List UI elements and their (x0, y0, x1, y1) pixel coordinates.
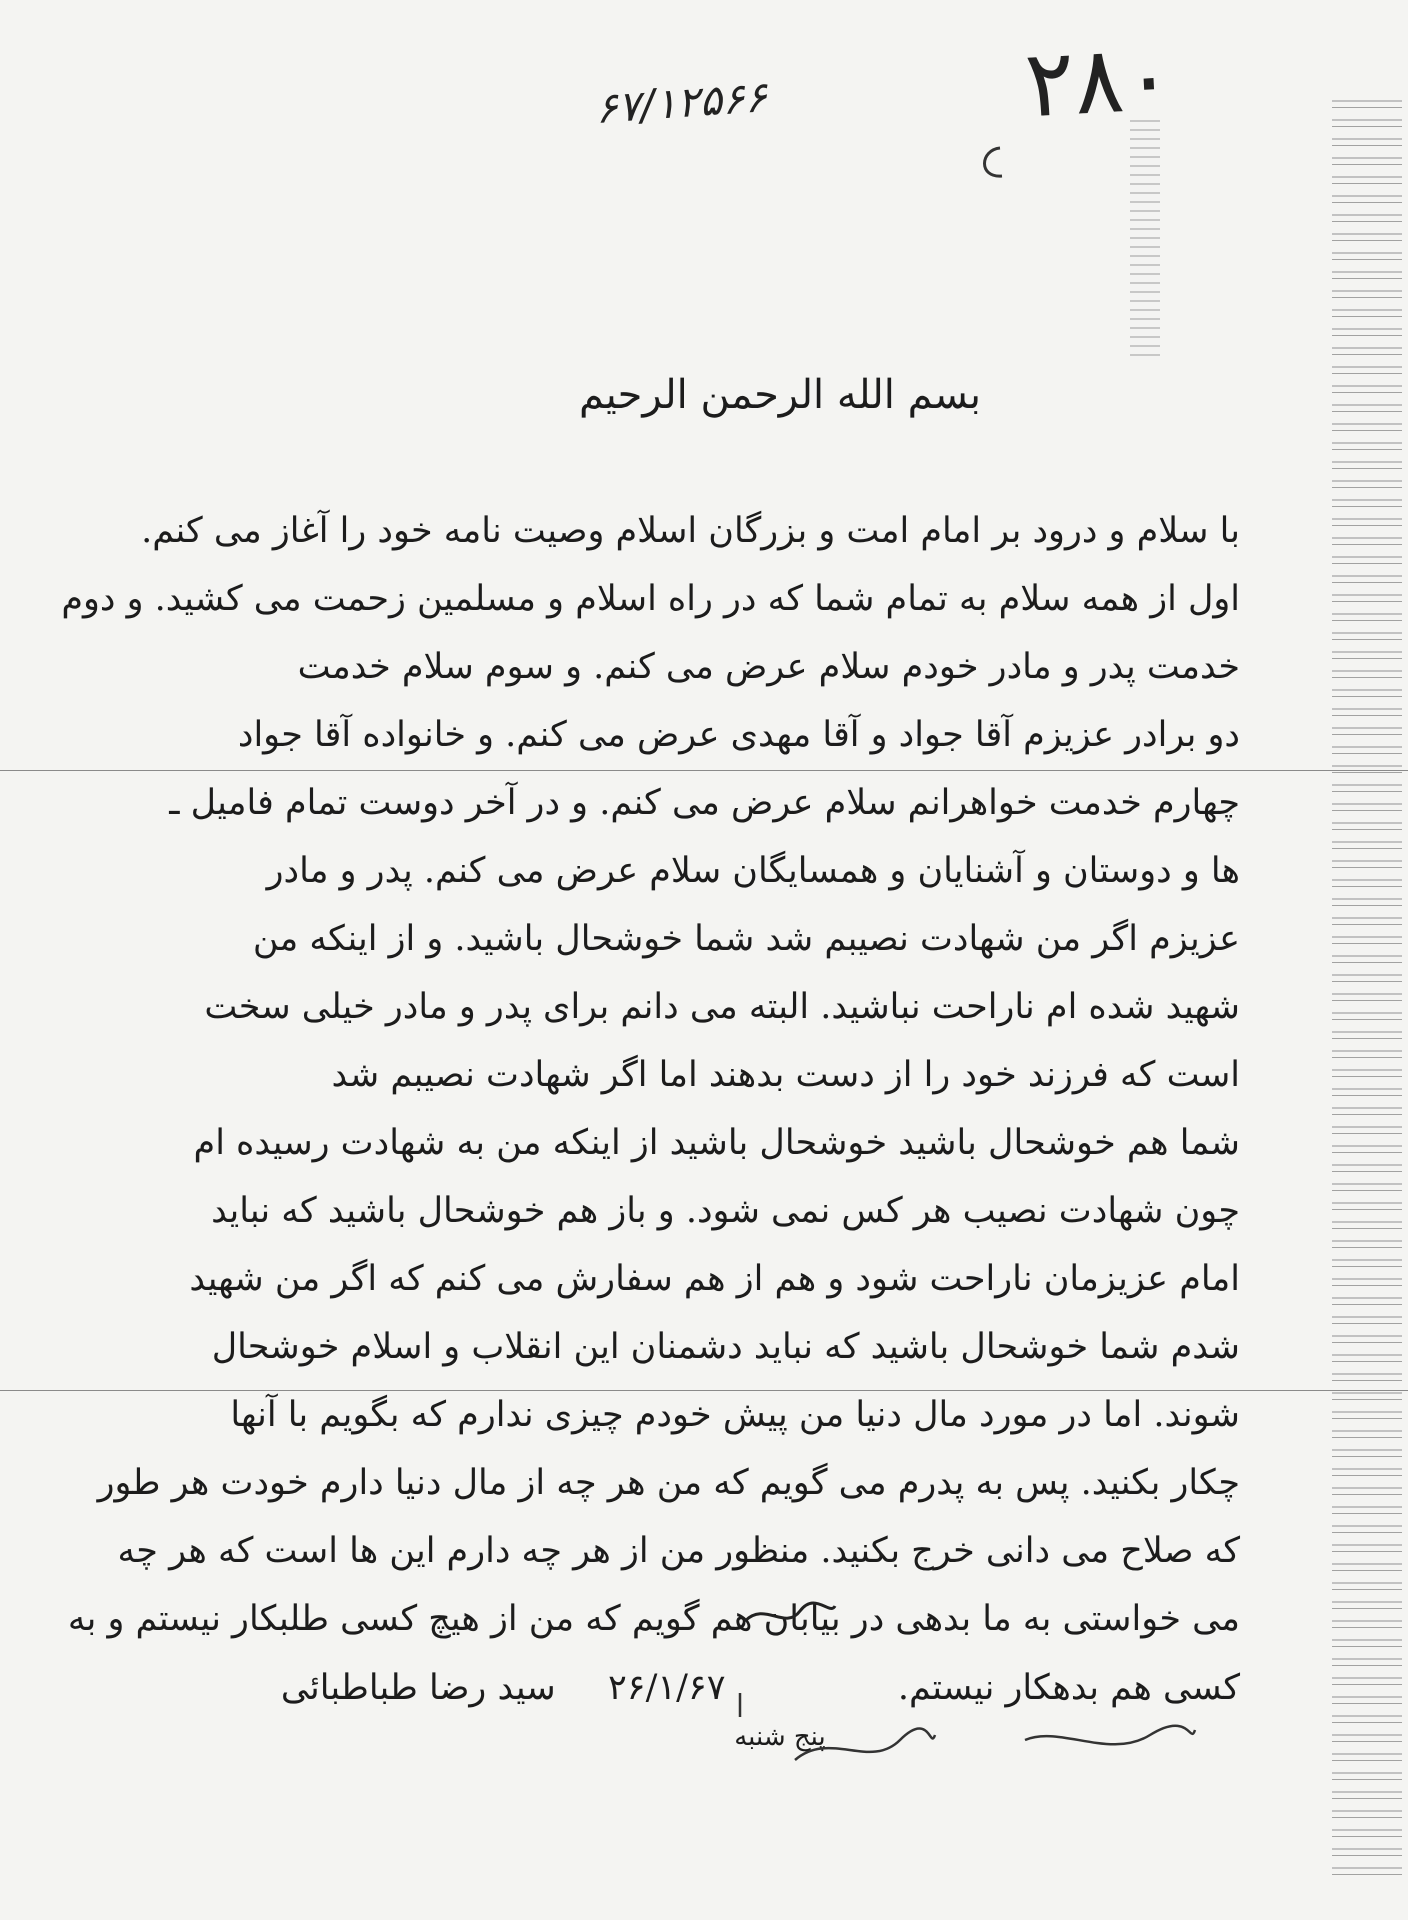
letter-line: می خواستی به ما بدهی در بیابان هم گویم که من از هیچ کسی طلبکار نیستم و به (67, 1599, 1240, 1639)
letter-line: امام عزیزمان ناراحت شود و هم از هم سفارش می کنم که اگر من شهید (189, 1259, 1240, 1299)
letter-line: شهید شده ام ناراحت نباشید. البته می دانم برای پدر و مادر خیلی سخت (204, 987, 1240, 1027)
signature-name: سید رضا طباطبائی (280, 1668, 556, 1708)
letter-line: ها و دوستان و آشنایان و همسایگان سلام عرض می کنم. پدر و مادر (266, 851, 1240, 891)
weekday-label: پنج شنبه (734, 1722, 826, 1752)
hook-mark (960, 140, 1020, 190)
letter-line: اول از همه سلام به تمام شما که در راه اسلام و مسلمین زحمت می کشید. و دوم (61, 579, 1240, 619)
fold-line-upper (0, 770, 1408, 771)
letter-line: خدمت پدر و مادر خودم سلام عرض می کنم. و سوم سلام خدمت (297, 647, 1240, 687)
witness-scribble-1 (790, 1720, 940, 1780)
letter-line: دو برادر عزیزم آقا جواد و آقا مهدی عرض می کنم. و خانواده آقا جواد (237, 715, 1240, 755)
closing-text: کسی هم بدهکار نیستم. (897, 1668, 1240, 1708)
letter-line: شما هم خوشحال باشید خوشحال باشید از اینکه من به شهادت رسیده ام (193, 1123, 1240, 1163)
signature-scribble (740, 1596, 840, 1636)
letter-line: چهارم خدمت خواهرانم سلام عرض می کنم. و در آخر دوست تمام فامیل ـ (169, 783, 1240, 823)
letter-line: که صلاح می دانی خرج بکنید. منظور من از هر چه دارم این ها است که هر چه (117, 1531, 1240, 1571)
basmala-heading: بسم الله الرحمن الرحیم (578, 372, 982, 418)
witness-scribble-2 (1020, 1720, 1200, 1770)
tick-mark (730, 1690, 750, 1720)
letter-date: ۲۶/۱/۶۷ (607, 1668, 726, 1708)
letter-line: عزیزم اگر من شهادت نصیبم شد شما خوشحال باشید. و از اینکه من (252, 919, 1240, 959)
letter-line: شوند. اما در مورد مال دنیا من پیش خودم چیزی ندارم که بگویم با آنها (230, 1395, 1240, 1435)
reference-number: ۶۷/۱۲۵۶۶ (593, 72, 769, 133)
page-number: ۲۸۰ (1022, 23, 1176, 139)
scan-noise-mark (1130, 120, 1160, 360)
letter-line: شدم شما خوشحال باشید که نباید دشمنان این انقلاب و اسلام خوشحال (211, 1327, 1240, 1367)
scan-noise-edge (1332, 100, 1402, 1880)
letter-line: است که فرزند خود را از دست بدهند اما اگر شهادت نصیبم شد (331, 1055, 1240, 1095)
letter-line: چون شهادت نصیب هر کس نمی شود. و باز هم خوشحال باشید که نباید (211, 1191, 1240, 1231)
letter-line: چکار بکنید. پس به پدرم می گویم که من هر چه از مال دنیا دارم خودت هر طور (97, 1463, 1240, 1503)
letter-line: با سلام و درود بر امام امت و بزرگان اسلام وصیت نامه خود را آغاز می کنم. (141, 511, 1240, 551)
